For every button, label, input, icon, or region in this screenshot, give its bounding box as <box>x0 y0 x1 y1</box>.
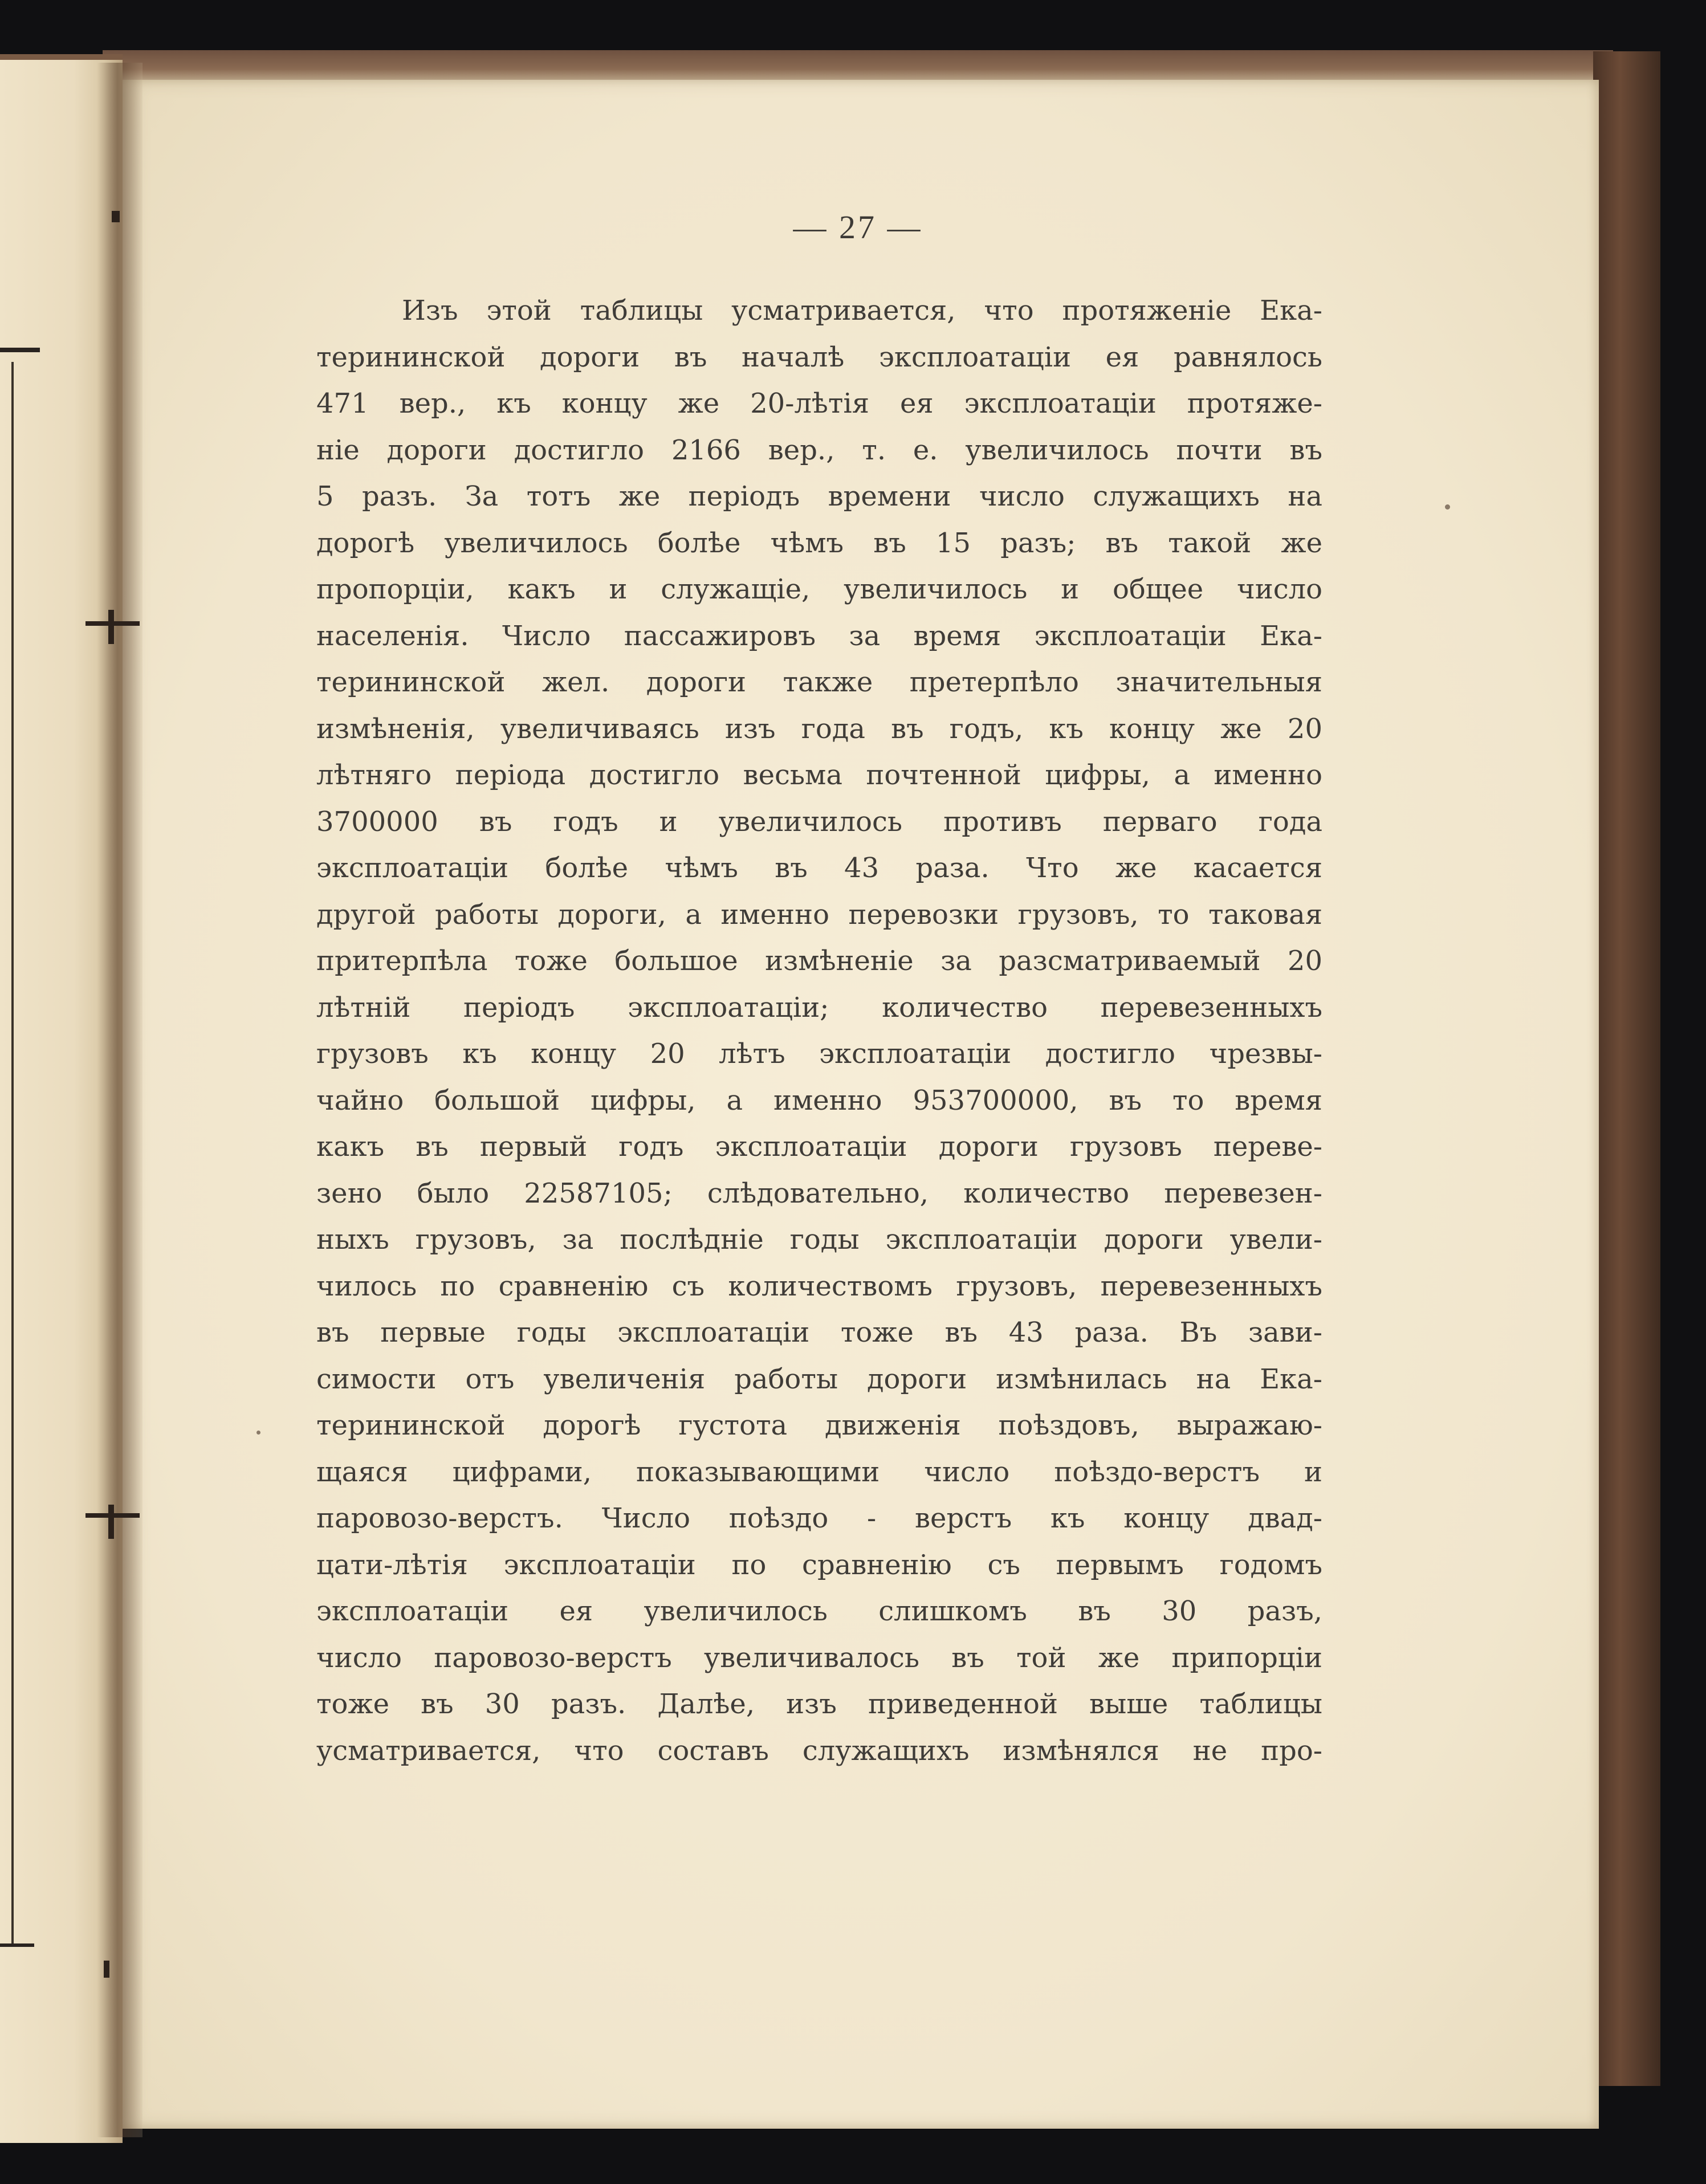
text-line: 471 вер., къ концу же 20-лѣтія ея эксплоатаціи протяже- <box>316 388 1322 419</box>
page-gutter-shadow <box>97 63 142 2137</box>
text-line: чайно большой цифры, а именно 953700000, въ то время <box>316 1084 1322 1117</box>
text-line: тоже въ 30 разъ. Далѣе, изъ приведенной выше таблицы <box>316 1688 1322 1720</box>
table-rule <box>11 362 14 1946</box>
paper-speck <box>1445 504 1450 510</box>
text-line: дорогѣ увеличилось болѣе чѣмъ въ 15 разъ; въ такой же <box>316 527 1322 559</box>
binding-thread <box>108 610 114 644</box>
text-line: терининской дороги въ началѣ эксплоатаціи ея равнялось <box>316 341 1322 373</box>
text-line: грузовъ къ концу 20 лѣтъ эксплоатаціи достигло чрезвы- <box>316 1038 1322 1070</box>
text-line: зено было 22587105; слѣдовательно, количество перевезен- <box>316 1177 1322 1209</box>
text-line: въ первые годы эксплоатаціи тоже въ 43 раза. Въ зави- <box>316 1317 1322 1348</box>
text-line: усматривается, что составъ служащихъ измѣнялся не про- <box>316 1734 1322 1767</box>
paper-speck <box>256 1431 260 1435</box>
text-line: 5 разъ. За тотъ же періодъ времени число служащихъ на <box>316 480 1322 512</box>
body-text <box>316 288 1322 1774</box>
text-line: терининской жел. дороги также претерпѣло значительныя <box>316 666 1322 698</box>
text-line: лѣтній періодъ эксплоатаціи; количество перевезенныхъ <box>316 991 1322 1024</box>
text-line: терининской дорогѣ густота движенія поѣздовъ, выражаю- <box>316 1409 1322 1441</box>
book-cover-edge <box>1593 51 1660 2086</box>
text-line: число паровозо-верстъ увеличивалось въ той же припорціи <box>316 1641 1322 1674</box>
text-line: притерпѣла тоже большое измѣненіе за разсматриваемый 20 <box>316 945 1322 977</box>
binding-thread <box>112 211 120 222</box>
text-line: измѣненія, увеличиваясь изъ года въ годъ, къ концу же 20 <box>316 712 1322 745</box>
text-line: лѣтняго періода достигло весьма почтенной цифры, а именно <box>316 759 1322 791</box>
text-line: другой работы дороги, а именно перевозки грузовъ, то таковая <box>316 898 1322 931</box>
text-line: Изъ этой таблицы усматривается, что протяженіе Ека- <box>402 295 1322 327</box>
text-line: какъ въ первый годъ эксплоатаціи дороги грузовъ переве- <box>316 1131 1322 1163</box>
page-top-edge <box>103 50 1613 82</box>
page-number: — 27 — <box>793 209 923 246</box>
text-line: пропорціи, какъ и служащіе, увеличилось и общее число <box>316 573 1322 605</box>
text-line: ніе дороги достигло 2166 вер., т. е. увеличилось почти въ <box>316 434 1322 466</box>
text-line: эксплоатаціи болѣе чѣмъ въ 43 раза. Что же касается <box>316 852 1322 884</box>
table-rule <box>0 348 40 352</box>
text-line: 3700000 въ годъ и увеличилось противъ перваго года <box>316 805 1322 838</box>
text-line: населенія. Число пассажировъ за время эксплоатаціи Ека- <box>316 620 1322 652</box>
text-line: щаяся цифрами, показывающими число поѣздо-верстъ и <box>316 1456 1322 1488</box>
text-line: симости отъ увеличенія работы дороги измѣнилась на Ека- <box>316 1363 1322 1395</box>
text-line: ныхъ грузовъ, за послѣдніе годы эксплоатаціи дороги увели- <box>316 1224 1322 1256</box>
binding-thread <box>104 1961 109 1978</box>
text-line: паровозо-верстъ. Число поѣздо - верстъ къ концу двад- <box>316 1502 1322 1534</box>
text-line: цати-лѣтія эксплоатаціи по сравненію съ первымъ годомъ <box>316 1549 1322 1581</box>
text-line: чилось по сравненію съ количествомъ грузовъ, перевезенныхъ <box>316 1270 1322 1302</box>
document-page <box>123 80 1599 2129</box>
binding-thread <box>108 1505 114 1539</box>
table-rule <box>0 1943 34 1947</box>
text-line: эксплоатаціи ея увеличилось слишкомъ въ 30 разъ, <box>316 1595 1322 1627</box>
